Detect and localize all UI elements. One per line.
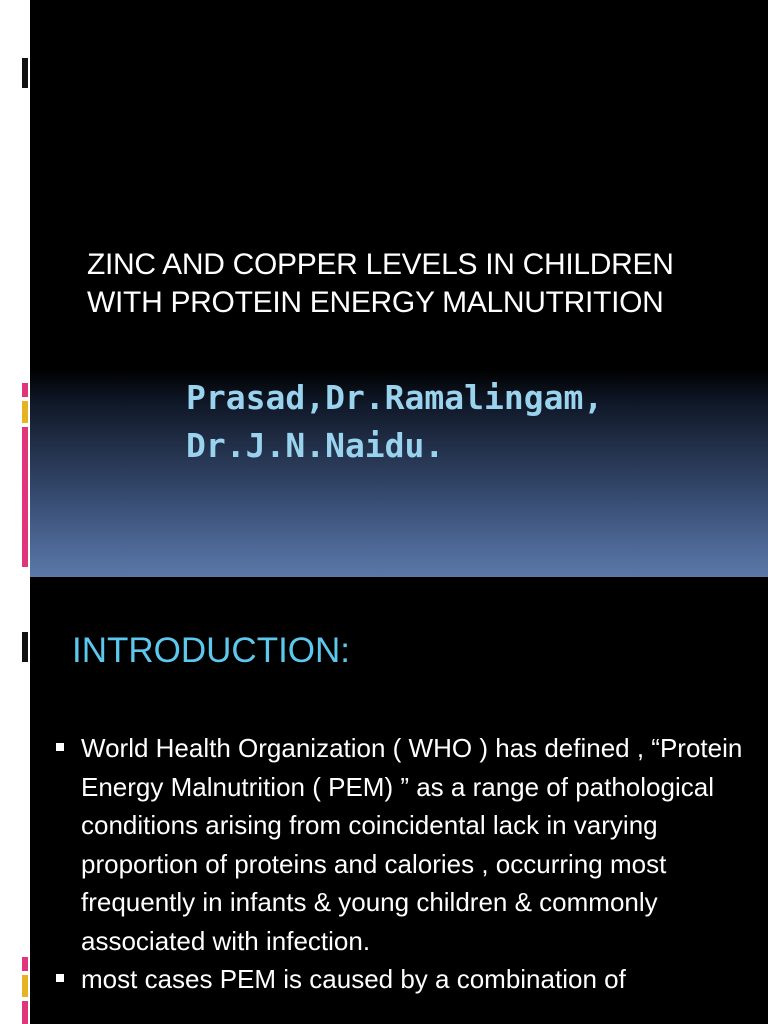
square-bullet-icon xyxy=(56,974,64,982)
slide-marker-2[interactable] xyxy=(22,632,28,662)
bullet-text: most cases PEM is caused by a combination of xyxy=(81,964,626,994)
accent-marker-pink-long-2 xyxy=(22,1001,28,1024)
accent-marker-gold-2 xyxy=(22,975,28,997)
accent-marker-pink-long xyxy=(22,427,28,567)
accent-marker-gold xyxy=(22,401,28,423)
accent-marker-pink-2 xyxy=(22,957,28,971)
authors-line-2: Dr.J.N.Naidu. xyxy=(186,426,445,465)
intro-heading: INTRODUCTION: xyxy=(72,631,351,670)
slide-marker-1[interactable] xyxy=(22,58,28,88)
slide-authors xyxy=(186,374,746,470)
bullet-item-who-definition xyxy=(52,729,752,960)
authors-line-1: Prasad,Dr.Ramalingam, xyxy=(186,378,604,417)
slide-title: ZINC AND COPPER LEVELS IN CHILDREN WITH PROTEIN ENERGY MALNUTRITION xyxy=(87,248,674,319)
square-bullet-icon xyxy=(56,743,64,751)
bullet-text: World Health Organization ( WHO ) has defined , “Protein Energy Malnutrition ( PEM) ” as a range of pathological conditions arising from coincidental lack in varying proportion of proteins and calories , occurring most frequently in infants & young children & commonly associated with infection. xyxy=(81,733,743,956)
bullet-item-pem-cause xyxy=(52,960,752,999)
bullet-list xyxy=(52,729,752,999)
introduction-slide[interactable] xyxy=(30,577,768,1024)
title-slide[interactable] xyxy=(30,0,768,577)
accent-marker-pink xyxy=(22,383,28,397)
